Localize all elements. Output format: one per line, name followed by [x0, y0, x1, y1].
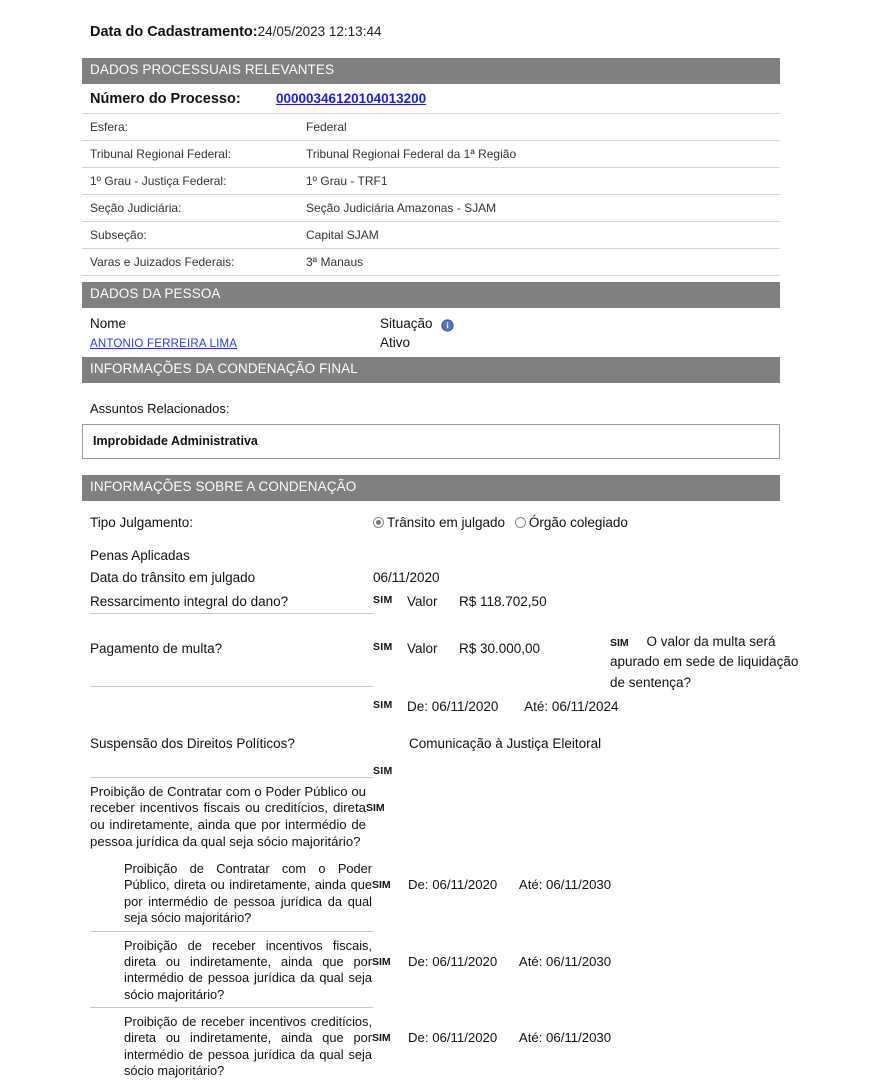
- proibicao-block: [82, 855, 780, 931]
- table-row: [82, 167, 780, 194]
- data-transito-row: [82, 565, 780, 589]
- info-key: Seção Judiciária:: [82, 194, 300, 221]
- multa-nota-text: O valor da multa será apurado em sede de liquidação de sentença?: [610, 633, 799, 691]
- cadastramento-line: [82, 16, 780, 58]
- multa-valor-label: Valor: [407, 640, 438, 656]
- section-dados-processuais: DADOS PROCESSUAIS RELEVANTES: [82, 58, 780, 84]
- document-content: [82, 0, 799, 1084]
- ressarcimento-row: [82, 589, 780, 613]
- assuntos-box: [82, 424, 780, 459]
- info-value: 3ª Manaus: [300, 248, 780, 275]
- table-row: [82, 140, 780, 167]
- info-value: Tribunal Regional Federal da 1ª Região: [300, 140, 780, 167]
- info-icon[interactable]: [441, 319, 454, 332]
- suspensao-row: [82, 718, 780, 755]
- data-transito-value: 06/11/2020: [373, 569, 440, 585]
- dados-processuais-table: [82, 113, 780, 276]
- proibicao-de-value: 06/11/2020: [432, 953, 498, 969]
- tipo-julgamento-label: Tipo Julgamento:: [90, 514, 194, 530]
- proibicao-sim: SIM: [372, 879, 391, 892]
- info-key: Esfera:: [82, 113, 300, 140]
- ressarcimento-sim: SIM: [373, 593, 393, 606]
- pessoa-nome-label: Nome: [90, 315, 127, 331]
- proibicao-ate-label: Até:: [518, 877, 543, 893]
- multa-sim: SIM: [373, 640, 393, 653]
- proibicao-dates: [408, 1014, 611, 1045]
- suspensao-de-value: 06/11/2020: [431, 698, 499, 714]
- pessoa-block: [82, 308, 780, 352]
- proibicao-sim: SIM: [372, 1032, 391, 1045]
- processo-label: Número do Processo:: [90, 90, 241, 107]
- radio-orgao-label: Órgão colegiado: [528, 514, 628, 530]
- proibicao-block: [82, 778, 780, 856]
- suspensao-sim: SIM: [373, 698, 393, 711]
- proibicao-text: Proibição de receber incentivos creditícios, direta ou indiretamente, ainda que por intermédio de pessoa jurídica da qual seja sócio majoritário?: [124, 1014, 372, 1079]
- divider: [90, 613, 373, 614]
- processo-row: [82, 84, 780, 113]
- proibicao-ate-value: 06/11/2030: [546, 877, 612, 893]
- penas-aplicadas-title: Penas Aplicadas: [90, 547, 190, 563]
- cadastramento-label: Data do Cadastramento:: [90, 24, 258, 40]
- radio-transito-label: Trânsito em julgado: [387, 514, 506, 530]
- section-dados-pessoa: DADOS DA PESSOA: [82, 282, 780, 308]
- proibicao-ate-value: 06/11/2030: [546, 1030, 612, 1046]
- proibicao-ate-label: Até:: [518, 953, 543, 969]
- pessoa-situacao-value: Ativo: [380, 334, 411, 350]
- ressarcimento-valor-label: Valor: [407, 593, 438, 609]
- info-key: Varas e Juizados Federais:: [82, 248, 300, 275]
- proibicao-sim: SIM: [372, 955, 391, 968]
- table-row: [82, 221, 780, 248]
- info-key: Subseção:: [82, 221, 300, 248]
- suspensao-ate-value: 06/11/2024: [551, 698, 619, 714]
- processo-number-link[interactable]: 00000346120104013200: [276, 90, 427, 106]
- comunicacao-sim: SIM: [373, 764, 393, 777]
- proibicao-block: [82, 932, 780, 1008]
- info-value: Capital SJAM: [300, 221, 780, 248]
- proibicao-ate-label: Até:: [518, 1030, 543, 1046]
- proibicao-dates: [408, 938, 611, 969]
- suspensao-de-label: De:: [407, 698, 429, 714]
- pessoa-value-row: [82, 333, 780, 352]
- assuntos-label: Assuntos Relacionados:: [90, 400, 230, 416]
- tipo-julgamento-row: [82, 501, 780, 532]
- assuntos-value: Improbidade Administrativa: [93, 433, 258, 448]
- multa-label: Pagamento de multa?: [90, 640, 223, 656]
- section-info-condenacao-final: INFORMAÇÕES DA CONDENAÇÃO FINAL: [82, 357, 780, 383]
- proibicao-text: Proibição de Contratar com o Poder Público, direta ou indiretamente, ainda que por intermédio de pessoa jurídica da qual seja sócio majoritário?: [124, 861, 372, 926]
- table-row: [82, 248, 780, 275]
- proibicao-de-value: 06/11/2020: [432, 1030, 498, 1046]
- multa-nota-block: [610, 632, 800, 695]
- pessoa-nome-link[interactable]: ANTONIO FERREIRA LIMA: [90, 337, 238, 350]
- pessoa-header-row: [82, 314, 780, 333]
- info-value: 1º Grau - TRF1: [300, 167, 780, 194]
- info-value: Federal: [300, 113, 780, 140]
- info-key: Tribunal Regional Federal:: [82, 140, 300, 167]
- proibicao-de-label: De:: [408, 1030, 429, 1046]
- proibicao-ate-value: 06/11/2030: [546, 953, 612, 969]
- comunicacao-sim-row: [82, 755, 780, 777]
- ressarcimento-valor: R$ 118.702,50: [459, 593, 547, 609]
- radio-orgao-colegiado[interactable]: [515, 517, 526, 528]
- data-transito-label: Data do trânsito em julgado: [90, 569, 256, 585]
- suspensao-label: Suspensão dos Direitos Políticos?: [90, 735, 295, 751]
- ressarcimento-label: Ressarcimento integral do dano?: [90, 593, 289, 609]
- table-row: [82, 113, 780, 140]
- info-value: Seção Judiciária Amazonas - SJAM: [300, 194, 780, 221]
- section-info-sobre-condenacao: INFORMAÇÕES SOBRE A CONDENAÇÃO: [82, 475, 780, 501]
- proibicao-de-value: 06/11/2020: [432, 877, 498, 893]
- info-key: 1º Grau - Justiça Federal:: [82, 167, 300, 194]
- pessoa-situacao-label: Situação: [380, 315, 433, 331]
- multa-valor: R$ 30.000,00: [459, 640, 541, 656]
- proibicao-de-label: De:: [408, 953, 429, 969]
- proibicao-dates: [408, 861, 611, 892]
- proibicao-de-label: De:: [408, 877, 429, 893]
- cadastramento-value: 24/05/2023 12:13:44: [257, 24, 382, 39]
- table-row: [82, 194, 780, 221]
- radio-transito-em-julgado[interactable]: [373, 517, 384, 528]
- proibicao-text: Proibição de Contratar com o Poder Público ou receber incentivos fiscais ou creditícios, direta ou indiretamente, ainda que por intermédio de pessoa jurídica da qual seja sócio majoritário?: [90, 783, 366, 850]
- proibicao-block: [82, 1008, 780, 1084]
- proibicao-sim: SIM: [366, 801, 385, 814]
- multa-nota-sim: SIM: [610, 636, 629, 649]
- comunicacao-label: Comunicação à Justiça Eleitoral: [409, 735, 602, 751]
- suspensao-ate-label: Até:: [524, 698, 549, 714]
- proibicao-text: Proibição de receber incentivos fiscais, direta ou indiretamente, ainda que por intermédio de pessoa jurídica da qual seja sócio majoritário?: [124, 937, 372, 1002]
